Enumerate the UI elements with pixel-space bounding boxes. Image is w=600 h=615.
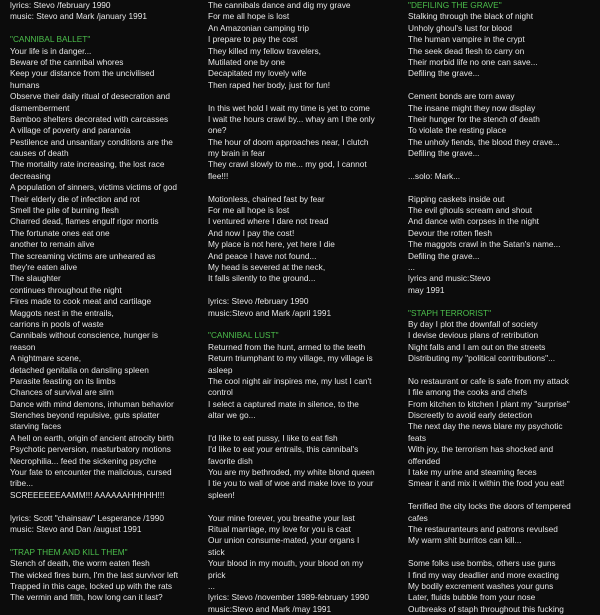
blank-line	[408, 182, 590, 193]
lyric-line: I find my way deadlier and more exacting	[408, 569, 559, 580]
lyric-line: Defiling the grave...	[408, 68, 480, 79]
lyric-line: Cement bonds are torn away	[408, 91, 515, 102]
lyric-line: A hell on earth, origin of ancient atrocity birth	[10, 432, 174, 443]
lyric-line: cafes	[408, 512, 428, 523]
lyric-line: Your mine forever, you breathe your last	[208, 512, 355, 523]
lyric-line: SCREEEEEEAAMM!!! AAAAAAHHHHH!!!	[10, 489, 165, 500]
blank-line	[208, 182, 398, 193]
blank-line	[408, 365, 590, 376]
lyric-line: prick	[208, 569, 226, 580]
lyric-line: The unholy fiends, the blood they crave...	[408, 136, 560, 147]
lyric-line: music:Stevo and Mark /may 1991	[208, 603, 332, 614]
lyric-line: Psychotic perversion, masturbatory motions	[10, 444, 171, 455]
lyric-line: The seek dead flesh to carry on	[408, 45, 525, 56]
lyric-line: Parasite feasting on its limbs	[10, 375, 116, 386]
lyric-line: detached genitalia on dansling spleen	[10, 364, 149, 375]
lyric-line: dismemberment	[10, 102, 70, 113]
lyrics-column-middle	[208, 0, 398, 615]
lyric-line: Defiling the grave...	[408, 250, 480, 261]
lyric-line: lyrics: Scott "chainsaw" Lesperance /1990	[10, 512, 164, 523]
lyric-line: Chances of survival are slim	[10, 387, 114, 398]
lyric-line: Beware of the cannibal whores	[10, 56, 124, 67]
blank-line	[208, 421, 398, 432]
lyric-line: In this wet hold I wait my time is yet to come	[208, 102, 370, 113]
lyric-line: I tie you to wall of woe and make love to your	[208, 478, 374, 489]
lyric-line: I file among the cooks and chefs	[408, 387, 527, 398]
lyric-line: And peace I have not found...	[208, 250, 317, 261]
lyric-line: reason	[10, 341, 36, 352]
lyric-line: Bamboo shelters decorated with carcasses	[10, 113, 169, 124]
lyric-line: lyrics: Stevo /february 1990	[208, 296, 309, 307]
lyric-line: lyrics: Stevo /november 1989-february 1990	[208, 592, 369, 603]
lyric-line: Decapitated my lovely wife	[208, 68, 307, 79]
blank-line	[408, 159, 590, 170]
lyric-line: The next day the news blare my psychotic	[408, 421, 563, 432]
lyric-line: The restauranteurs and patrons revulsed	[408, 523, 558, 534]
lyric-line: The fortunate ones eat one	[10, 227, 110, 238]
lyric-line: Terrified the city locks the doors of tempered	[408, 501, 571, 512]
lyric-line: ...	[208, 580, 215, 591]
lyric-line: tribe...	[10, 478, 34, 489]
lyric-line: I prepare to pay the cost	[208, 34, 298, 45]
lyric-line: Stalking through the black of night	[408, 11, 533, 22]
lyric-line: Stench of death, the worm eaten flesh	[10, 558, 150, 569]
lyric-line: Their morbid life no one can save...	[408, 56, 538, 67]
lyric-line: By day I plot the downfall of society	[408, 318, 538, 329]
lyric-line: Stenches beyond repulsive, guts splatter	[10, 410, 160, 421]
lyric-line: Our union consume-mated, your organs I	[208, 535, 360, 546]
lyric-line: A population of sinners, victims victims of god	[10, 182, 177, 193]
lyric-line: another to remain alive	[10, 239, 95, 250]
lyric-line: lyrics: Stevo /february 1990	[10, 0, 111, 10]
lyric-line: The screaming victims are unheared as	[10, 250, 156, 261]
lyric-line: decreasing	[10, 170, 51, 181]
lyric-line: ...	[408, 261, 415, 272]
lyric-line: I'd like to eat pussy, I like to eat fish	[208, 432, 338, 443]
lyric-line: Smell the pile of burning flesh	[10, 205, 119, 216]
song-title: "DEFILING THE GRAVE"	[408, 0, 502, 10]
lyric-line: Unholy ghoul's lust for blood	[408, 22, 512, 33]
lyric-line: Smear it and mix it within the food you eat!	[408, 478, 565, 489]
blank-line	[10, 501, 198, 512]
lyric-line: causes of death	[10, 148, 69, 159]
song-title: "CANNIBAL BALLET"	[10, 34, 91, 45]
lyric-line: Later, fluids bubble from your nose	[408, 592, 536, 603]
lyric-line: music: Stevo and Mark /january 1991	[10, 11, 147, 22]
lyric-line: Distributing my "political contributions"...	[408, 353, 555, 364]
lyric-line: Your fate to encounter the malicious, cursed	[10, 467, 172, 478]
lyric-line: spleen!	[208, 489, 235, 500]
lyric-line: Mutilated one by one	[208, 56, 286, 67]
lyric-line: With joy, the terrorism has shocked and	[408, 444, 554, 455]
blank-line	[208, 91, 398, 102]
lyric-line: Pestilence and unsanitary conditions are the	[10, 136, 173, 147]
lyric-line: Returned from the hunt, armed to the teeth	[208, 341, 366, 352]
lyric-line: I ventured where I dare not tread	[208, 216, 329, 227]
lyric-line: My warm shit burritos can kill...	[408, 535, 522, 546]
lyric-line: Defiling the grave...	[408, 148, 480, 159]
lyric-line: Outbreaks of staph throughout this fucking	[408, 603, 564, 614]
lyric-line: Your life is in danger...	[10, 45, 92, 56]
lyric-line: For me all hope is lost	[208, 205, 290, 216]
lyric-line: humans	[10, 79, 40, 90]
lyric-line: may 1991	[408, 284, 445, 295]
lyric-line: music: Stevo and Dan /august 1991	[10, 523, 142, 534]
lyric-line: For me all hope is lost	[208, 11, 290, 22]
lyric-line: Trapped in this cage, locked up with the rats	[10, 580, 173, 591]
lyric-line: The maggots crawl in the Satan's name...	[408, 239, 561, 250]
lyric-line: favorite dish	[208, 455, 253, 466]
lyric-line: they're eaten alive	[10, 261, 78, 272]
lyric-line: The human vampire in the crypt	[408, 34, 525, 45]
lyric-line: An Amazonian camping trip	[208, 22, 310, 33]
lyrics-column-right	[408, 0, 590, 615]
blank-line	[208, 319, 398, 330]
blank-line	[208, 501, 398, 512]
lyric-line: From kitchen to kitchen I plant my "surprise"	[408, 398, 570, 409]
lyric-line: The slaughter	[10, 273, 61, 284]
lyric-line: Observe their daily ritual of desecration and	[10, 91, 171, 102]
lyric-line: My place is not here, yet here I die	[208, 239, 335, 250]
lyric-line: starving faces	[10, 421, 62, 432]
lyric-line: Your blood in my mouth, your blood on my	[208, 558, 364, 569]
lyric-line: The cannibals dance and dig my grave	[208, 0, 351, 10]
lyric-line: Their elderly die of infection and rot	[10, 193, 140, 204]
lyric-line: Dance with mind demons, inhuman behavior	[10, 398, 174, 409]
lyric-line: lyrics and music:Stevo	[408, 273, 491, 284]
lyric-line: You are my bethroded, my white blond queen	[208, 467, 375, 478]
lyric-line: Motionless, chained fast by fear	[208, 193, 325, 204]
lyric-line: Keep your distance from the uncivilised	[10, 68, 155, 79]
lyric-line: Night falls and I am out on the streets	[408, 341, 546, 352]
lyric-line: ...solo: Mark...	[408, 170, 461, 181]
lyric-line: I wait the hours crawl by... whay am I the only	[208, 113, 375, 124]
lyric-line: They killed my fellow travelers,	[208, 45, 321, 56]
lyric-line: To violate the resting place	[408, 125, 507, 136]
lyric-line: Charred dead, flames engulf rigor mortis	[10, 216, 159, 227]
lyric-line: The vermin and filth, how long can it last?	[10, 592, 163, 603]
lyric-line: Maggots nest in the entrails,	[10, 307, 114, 318]
lyrics-column-left	[10, 0, 198, 604]
blank-line	[408, 296, 590, 307]
blank-line	[208, 285, 398, 296]
lyric-line: control	[208, 387, 233, 398]
lyric-line: It falls silently to the ground...	[208, 273, 316, 284]
lyric-line: feats	[408, 432, 426, 443]
lyric-line: I'd like to eat your entrails, this cannibal's	[208, 444, 359, 455]
song-title: "TRAP THEM AND KILL THEM"	[10, 546, 128, 557]
lyric-line: Devour the rotten flesh	[408, 227, 492, 238]
lyric-line: The insane might they now display	[408, 102, 536, 113]
lyric-line: Some folks use bombs, others use guns	[408, 558, 556, 569]
lyric-line: Ritual marriage, my love for you is cast	[208, 523, 351, 534]
lyric-line: The wicked fires burn, I'm the last survivor left	[10, 569, 179, 580]
lyric-line: No restaurant or cafe is safe from my attack	[408, 375, 569, 386]
lyric-line: continues throughout the night	[10, 284, 122, 295]
blank-line	[408, 80, 590, 91]
lyric-line: And now I pay the cost!	[208, 227, 295, 238]
lyric-line: I devise devious plans of retribution	[408, 330, 539, 341]
lyric-line: And dance with corpses in the night	[408, 216, 539, 227]
lyric-line: A nightmare scene,	[10, 353, 82, 364]
lyric-line: Cannibals without conscience, hunger is	[10, 330, 159, 341]
blank-line	[10, 535, 198, 546]
lyric-line: altar we go...	[208, 410, 256, 421]
blank-line	[408, 547, 590, 558]
lyric-line: The mortality rate increasing, the lost race	[10, 159, 165, 170]
lyric-line: Ripping caskets inside out	[408, 193, 505, 204]
lyric-line: my brain in fear	[208, 148, 266, 159]
lyric-line: The evil ghouls scream and shout	[408, 205, 533, 216]
lyric-line: The cool night air inspires me, my lust I can't	[208, 375, 372, 386]
lyric-line: My bodily excrement washes your guns	[408, 580, 554, 591]
blank-line	[10, 23, 198, 34]
lyric-line: music:Stevo and Mark /april 1991	[208, 307, 332, 318]
lyric-line: They crawl slowly to me... my god, I cannot	[208, 159, 367, 170]
lyric-line: Fires made to cook meat and cartilage	[10, 296, 152, 307]
song-title: "CANNIBAL LUST"	[208, 330, 279, 341]
song-title: "STAPH TERRORIST"	[408, 307, 492, 318]
lyric-line: offended	[408, 455, 441, 466]
lyric-line: A village of poverty and paranoia	[10, 125, 131, 136]
lyric-line: Discreetly to avoid early detection	[408, 410, 533, 421]
lyric-line: one?	[208, 125, 227, 136]
lyric-line: Their hunger for the stench of death	[408, 113, 540, 124]
lyric-line: Return triumphant to my village, my village is	[208, 353, 373, 364]
lyric-line: Necrophilia... feed the sickening psyche	[10, 455, 157, 466]
blank-line	[408, 490, 590, 501]
lyric-line: My head is severed at the neck,	[208, 261, 326, 272]
lyric-line: The hour of doom approaches near, I clutch	[208, 136, 369, 147]
lyric-line: asleep	[208, 364, 233, 375]
lyric-line: Then raped her body, just for fun!	[208, 79, 331, 90]
lyric-line: flee!!!	[208, 170, 229, 181]
lyric-line: carrions in pools of waste	[10, 318, 104, 329]
lyric-line: I take my urine and steaming feces	[408, 467, 537, 478]
lyric-line: stick	[208, 546, 225, 557]
lyric-line: I select a captured mate in silence, to the	[208, 398, 359, 409]
